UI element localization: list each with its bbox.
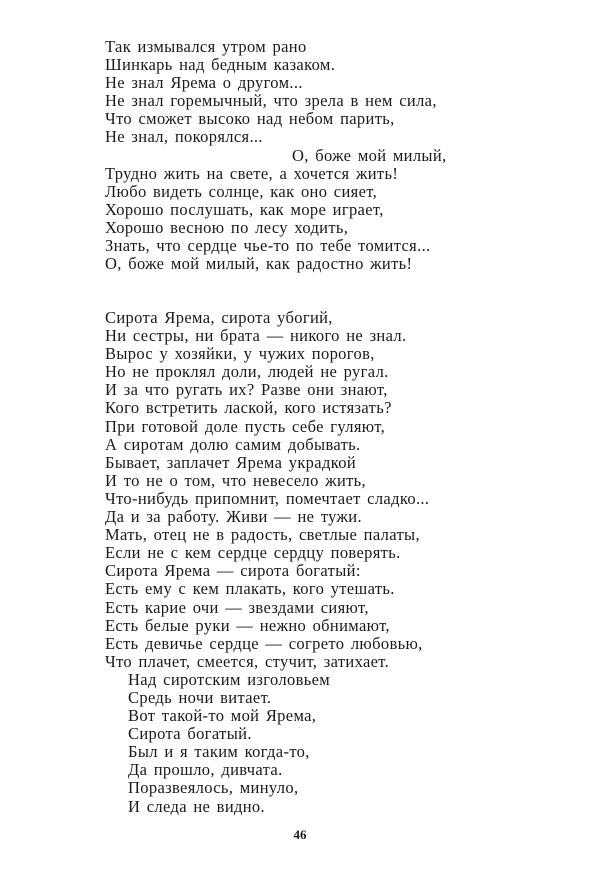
poem-line: Сирота Ярема — сирота богатый:	[105, 561, 361, 581]
poem-line: Поразвеялось, минуло,	[128, 778, 299, 798]
poem-line: При готовой доле пусть себе гуляют,	[105, 416, 386, 436]
poem-line: Был и я таким когда-то,	[128, 742, 310, 762]
poem-line: Бывает, заплачет Ярема украдкой	[105, 452, 357, 472]
poem-line: И следа не видно.	[128, 796, 265, 816]
poem-line: Вот такой-то мой Ярема,	[128, 706, 317, 726]
poem-line: Знать, что сердце чье-то по тебе томится...	[105, 236, 431, 256]
page-number: 46	[293, 827, 307, 842]
poem-line: Не знал горемычный, что зрела в нем сила,	[105, 91, 437, 111]
stanza-1	[105, 38, 525, 273]
poem-line: Да прошло, дивчата.	[128, 760, 283, 780]
poem-line: Не знал Ярема о другом...	[105, 73, 303, 93]
poem-line: Средь ночи витает.	[128, 687, 272, 707]
poem-line: О, боже мой милый, как радостно жить!	[105, 254, 413, 274]
poem-line: Так измывался утром рано	[105, 37, 307, 56]
poem-line: Сирота Ярема, сирота убогий,	[105, 308, 333, 327]
poem-line: И за что ругать их? Разве они знают,	[105, 380, 388, 400]
poem-line: Есть карие очи — звездами сияют,	[105, 597, 369, 617]
poem-line: Сирота богатый.	[128, 724, 252, 744]
poem-line: Что плачет, смеется, стучит, затихает.	[105, 651, 390, 671]
poem-line: Что сможет высоко над небом парить,	[105, 109, 395, 129]
poem-line: И то не о том, что невесело жить,	[105, 470, 367, 490]
poem-line: Да и за работу. Живи — не тужи.	[105, 507, 362, 527]
poem-line: Трудно жить на свете, а хочется жить!	[105, 163, 399, 183]
poem-line: Если не с кем сердце сердцу поверять.	[105, 543, 401, 563]
poem-line: Мать, отец не в радость, светлые палаты,	[105, 525, 420, 545]
poem-line: Любо видеть солнце, как оно сияет,	[105, 181, 378, 201]
poem-line: Но не проклял доли, людей не ругал.	[105, 362, 389, 382]
stanza-2	[105, 309, 525, 816]
poem-line: Хорошо послушать, как море играет,	[105, 199, 384, 219]
poem-line: Есть белые руки — нежно обнимают,	[105, 615, 390, 635]
poem-line: Есть ему с кем плакать, кого утешать.	[105, 579, 395, 599]
poem-line: Вырос у хозяйки, у чужих порогов,	[105, 344, 375, 364]
poem-line: А сиротам долю самим добывать.	[105, 434, 361, 454]
poem-line: Есть девичье сердце — согрето любовью,	[105, 633, 423, 653]
poem-line: Шинкарь над бедным казаком.	[105, 55, 336, 75]
poem-line: Ни сестры, ни брата — никого не знал.	[105, 326, 407, 346]
poem-line: Над сиротским изголовьем	[128, 669, 331, 689]
poem-line: Не знал, покорялся...	[105, 127, 263, 147]
poem-line: О, боже мой милый,	[292, 145, 447, 165]
poem-line: Кого встретить лаской, кого истязать?	[105, 398, 392, 418]
poem-line: Хорошо весною по лесу ходить,	[105, 217, 349, 237]
poem-line: Что-нибудь припомнит, помечтает сладко...	[105, 488, 430, 508]
